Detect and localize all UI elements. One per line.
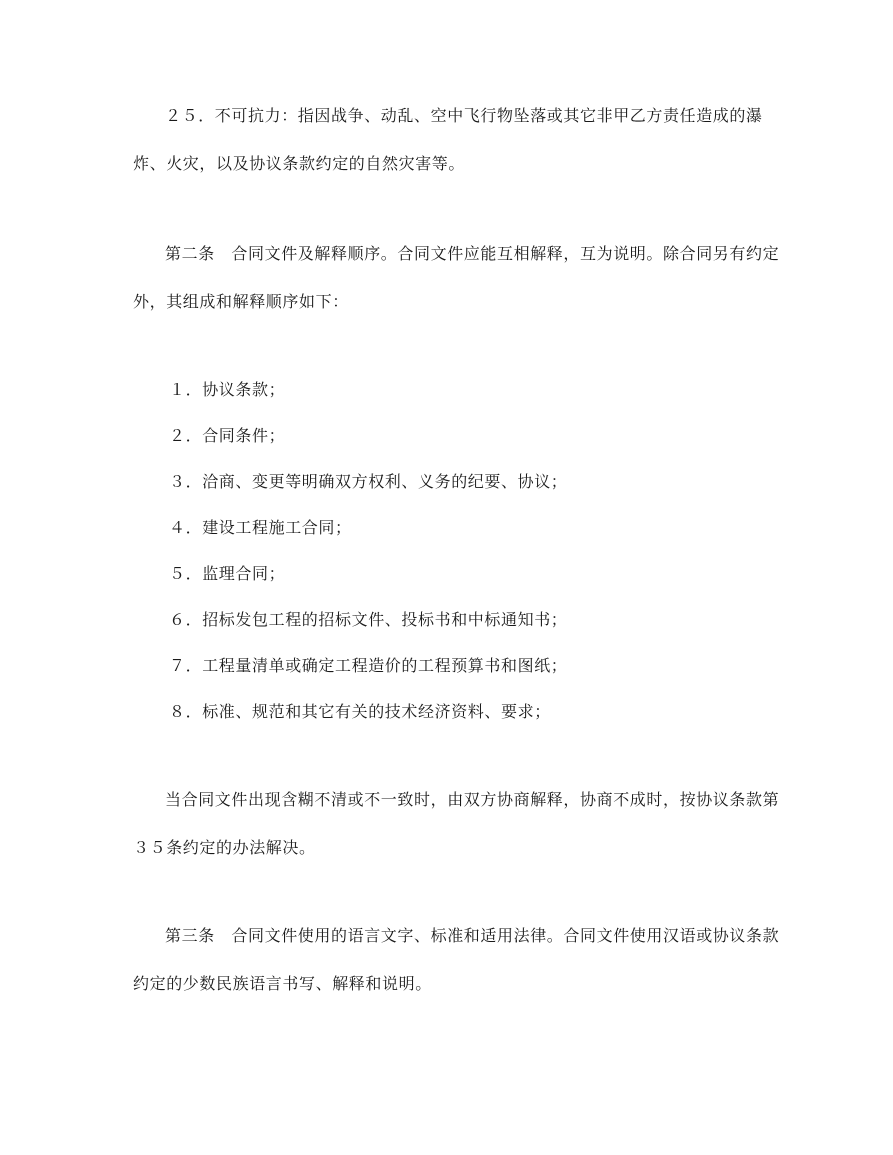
- article-3-language-and-law: 第三条 合同文件使用的语言文字、标准和适用法律。合同文件使用汉语或协议条款约定的少数民族语言书写、解释和说明。: [133, 926, 780, 993]
- list-item: １．协议条款；: [169, 380, 286, 399]
- article-2-contract-documents: 第二条 合同文件及解释顺序。合同文件应能互相解释，互为说明。除合同另有约定外，其组成和解释顺序如下：: [133, 244, 780, 311]
- list-item: ８．标准、规范和其它有关的技术经济资料、要求；: [169, 702, 551, 721]
- list-item: ４．建设工程施工合同；: [169, 518, 352, 537]
- clause-25-force-majeure: ２５．不可抗力：指因战争、动乱、空中飞行物坠落或其它非甲乙方责任造成的瀑炸、火灾，以及协议条款约定的自然灾害等。: [133, 106, 763, 173]
- document-order-list: [133, 367, 783, 735]
- list-item: ３．洽商、变更等明确双方权利、义务的纪要、协议；: [169, 472, 568, 491]
- list-item: ５．监理合同；: [169, 564, 286, 583]
- ambiguity-resolution-paragraph: 当合同文件出现含糊不清或不一致时，由双方协商解释，协商不成时，按协议条款第３５条约定的办法解决。: [133, 790, 780, 857]
- list-item: ６．招标发包工程的招标文件、投标书和中标通知书；: [169, 610, 568, 629]
- list-item: ２．合同条件；: [169, 426, 286, 445]
- list-item: ７．工程量清单或确定工程造价的工程预算书和图纸；: [169, 656, 568, 675]
